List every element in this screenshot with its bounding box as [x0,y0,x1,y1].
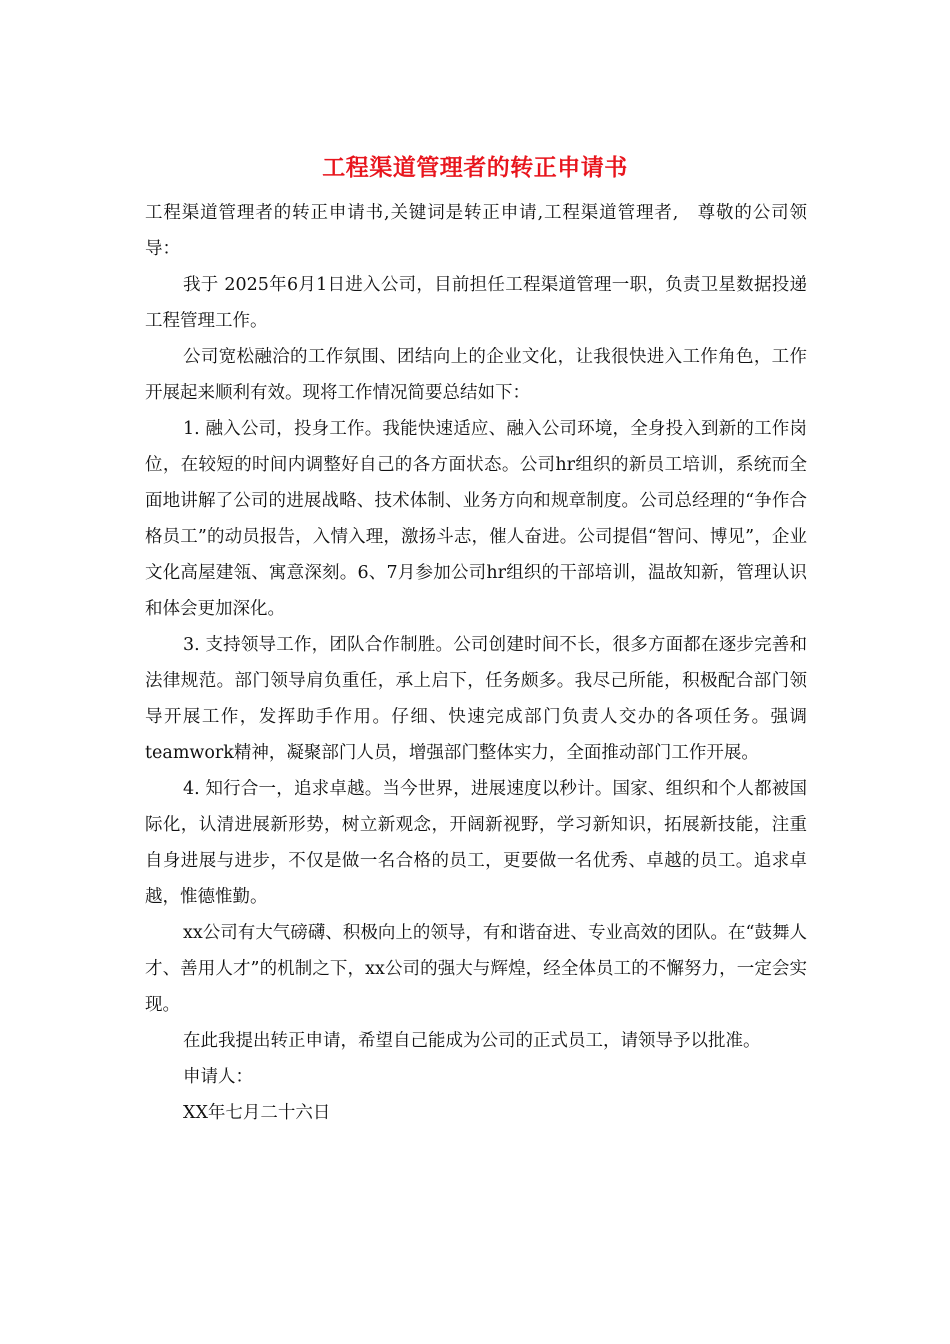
paragraph-item-4: 4. 知行合一，追求卓越。当今世界，进展速度以秒计。国家、组织和个人都被国 际化，认清进展新形势，树立新观念，开阔新视野，学习新知识，拓展新技能，注重自身进展与进步，不仅是做一名合格的员工，更要做一名优秀、卓越的员工。追求卓越，惟德惟勤。 [145,779,807,907]
paragraph-item-1: 1. 融入公司，投身工作。我能快速适应、融入公司环境，全身投入到新的工作岗位，在较短的时间内调整好自己的各方面状态。公司hr组织的新员工培训，系统而全面地讲解了公司的进展战略、技术体制、业务方向和规章制度。公司总经理的“争作合格员工”的动员报告，入情入理，激扬斗志，催人奋进。公司提倡“智问、博见”，企业文化高屋建瓴、寓意深刻。6、7月参加公司hr组织的干部培训，温故知新，管理认识和体会更加深化。 [145,419,807,619]
paragraph-item-3: 3. 支持领导工作，团队合作制胜。公司创建时间不长，很多方面都在逐步完善和法律规范。部门领导肩负重任，承上启下，任务颇多。我尽己所能，积极配合部门领导开展工作，发挥助手作用。仔细、快速完成部门负责人交办的各项任务。强调teamwork精神，凝聚部门人员，增强部门整体实力，全面推动部门工作开展。 [145,635,807,763]
paragraph-entry-date: 我于 2025年6月1日进入公司，目前担任工程渠道管理一职，负责卫星数据投递工程管理工作。 [145,275,807,331]
document-body [145,195,807,1131]
paragraph-company-outlook: xx公司有大气磅礴、积极向上的领导，有和谐奋进、专业高效的团队。在“鼓舞人才、善用人才”的机制之下，xx公司的强大与辉煌，经全体员工的不懈努力，一定会实现。 [145,923,807,1015]
paragraph-company-culture: 公司宽松融洽的工作氛围、团结向上的企业文化，让我很快进入工作角色，工作开展起来顺利有效。现将工作情况简要总结如下： [145,347,807,403]
applicant-label: 申请人： [183,1067,253,1087]
document-title: 工程渠道管理者的转正申请书 [322,154,628,181]
signature-date: XX年七月二十六日 [183,1103,331,1123]
paragraph-request: 在此我提出转正申请，希望自己能成为公司的正式员工，请领导予以批准。 [183,1031,761,1051]
intro-paragraph: 工程渠道管理者的转正申请书,关键词是转正申请,工程渠道管理者, 尊敬的公司领导： [145,203,807,259]
